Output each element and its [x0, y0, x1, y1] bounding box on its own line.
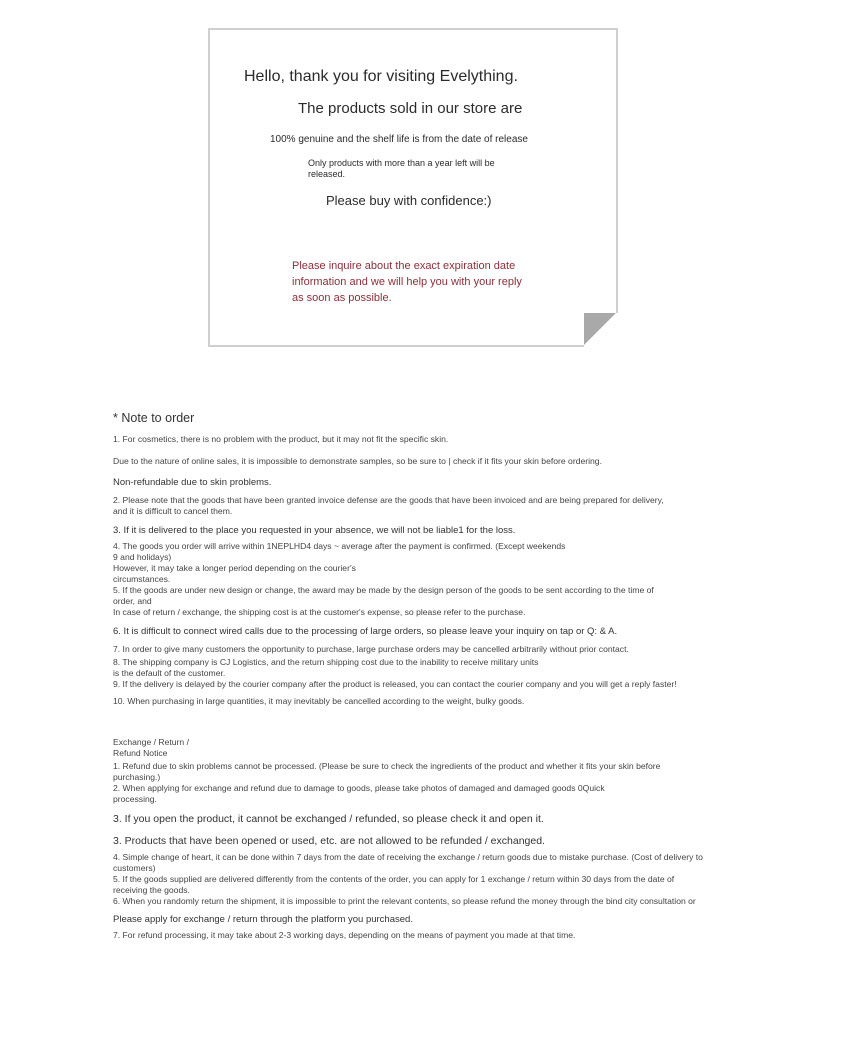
store-notice-card — [208, 28, 618, 347]
page-curl-icon — [584, 313, 618, 347]
confidence-line: Please buy with confidence:) — [326, 193, 492, 208]
order-note-item: 7. In order to give many customers the opportunity to purchase, large purchase orders may be cancelled arbitrarily without prior contact. — [113, 644, 629, 654]
greeting-text: Hello, thank you for visiting Evelything. — [244, 68, 518, 85]
refund-note-item: 5. If the goods supplied are delivered differently from the contents of the order, you can apply for 1 exchange / return within 30 days from the date of receiving the goods. — [113, 874, 675, 895]
refund-note-item: 3. Products that have been opened or used, etc. are not allowed to be refunded / exchanged. — [113, 835, 545, 847]
order-note-item: In case of return / exchange, the shipping cost is at the customer's expense, so please refer to the purchase. — [113, 607, 526, 617]
products-line: The products sold in our store are — [298, 100, 523, 117]
order-note-item: 1. For cosmetics, there is no problem with the product, but it may not fit the specific skin. — [113, 434, 449, 444]
shelf-life-line: Only products with more than a year left will be released. — [308, 158, 495, 179]
refund-note-item: 3. If you open the product, it cannot be exchanged / refunded, so please check it and open it. — [113, 813, 544, 825]
order-note-item: 9. If the delivery is delayed by the courier company after the product is released, you can contact the courier company and you will get a reply faster! — [113, 679, 677, 689]
refund-note-item: 7. For refund processing, it may take about 2-3 working days, depending on the means of payment you made at that time. — [113, 930, 576, 940]
order-note-item: However, it may take a longer period depending on the courier's circumstances. — [113, 563, 356, 584]
refund-notes-title: Refund Notice — [113, 748, 168, 758]
order-note-item: 6. It is difficult to connect wired calls due to the processing of large orders, so please leave your inquiry on tap or Q: & A. — [113, 626, 618, 637]
order-note-item: 4. The goods you order will arrive within 1NEPLHD4 days ~ average after the payment is confirmed. (Except weekends 9 and holidays) — [113, 541, 566, 562]
order-note-item: 2. Please note that the goods that have been granted invoice defense are the goods that have been invoiced and are being prepared for delivery, and it is difficult to cancel them. — [113, 495, 664, 516]
order-note-item: 8. The shipping company is CJ Logistics, and the return shipping cost due to the inability to receive military units is the default of the customer. — [113, 657, 539, 678]
refund-notes-title: Exchange / Return / — [113, 737, 189, 747]
refund-note-item: 4. Simple change of heart, it can be done within 7 days from the date of receiving the exchange / return goods due to mistake purchase. (Cost of delivery to customers) — [113, 852, 703, 873]
order-note-item: Due to the nature of online sales, it is impossible to demonstrate samples, so be sure to | check if it fits your skin before ordering. — [113, 456, 602, 466]
refund-note-item: Please apply for exchange / return through the platform you purchased. — [113, 914, 413, 925]
order-note-item: 3. If it is delivered to the place you requested in your absence, we will not be liable1 for the loss. — [113, 525, 516, 536]
refund-note-item: 6. When you randomly return the shipment, it is impossible to print the relevant contents, so please refund the money through the bind city consultation or — [113, 896, 696, 906]
inquiry-line: Please inquire about the exact expiration date information and we will help you with your reply as soon as possible. — [292, 260, 522, 304]
refund-note-item: 2. When applying for exchange and refund due to damage to goods, please take photos of damaged and damaged goods 0Quick processing. — [113, 783, 605, 804]
order-note-item: 5. If the goods are under new design or change, the award may be made by the design person of the goods to be sent according to the time of order, and — [113, 585, 654, 606]
refund-note-item: 1. Refund due to skin problems cannot be processed. (Please be sure to check the ingredients of the product and whether it fits your skin before purchasing.) — [113, 761, 661, 782]
order-note-item: Non-refundable due to skin problems. — [113, 477, 272, 488]
order-notes-title: * Note to order — [113, 411, 195, 425]
genuine-line: 100% genuine and the shelf life is from the date of release — [270, 134, 528, 145]
order-note-item: 10. When purchasing in large quantities, it may inevitably be cancelled according to the weight, bulky goods. — [113, 696, 525, 706]
notes-section — [113, 410, 723, 941]
